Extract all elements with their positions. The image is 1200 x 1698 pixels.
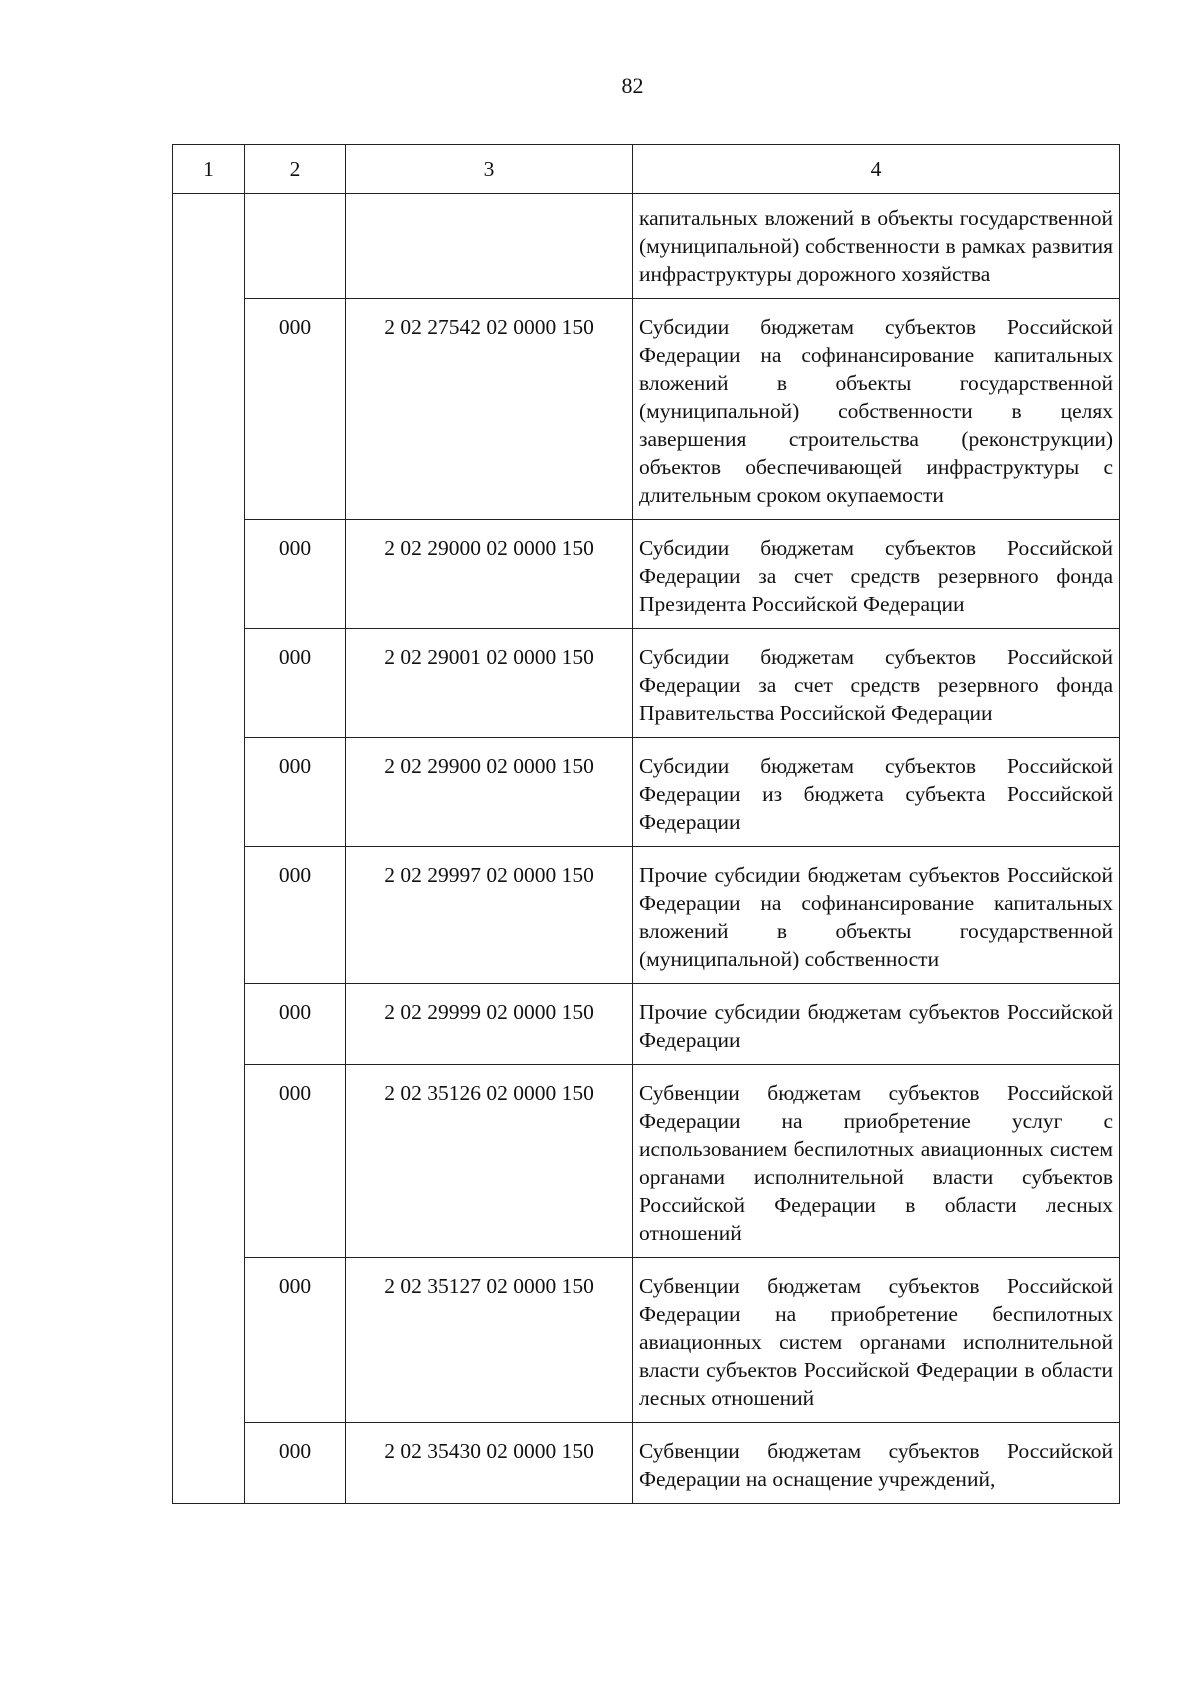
admin-code-cell: 000 bbox=[245, 847, 346, 984]
header-row bbox=[173, 145, 1120, 194]
description-cell: Прочие субсидии бюджетам субъектов Российской Федерации bbox=[633, 984, 1120, 1065]
table-row bbox=[173, 194, 1120, 299]
description-cell: Прочие субсидии бюджетам субъектов Российской Федерации на софинансирование капитальных вложений в объекты государственной (муниципальной) собственности bbox=[633, 847, 1120, 984]
admin-code-cell: 000 bbox=[245, 1423, 346, 1504]
budget-code-cell: 2 02 29001 02 0000 150 bbox=[346, 629, 633, 738]
table-row bbox=[173, 847, 1120, 984]
table-row bbox=[173, 299, 1120, 520]
description-cell: Субсидии бюджетам субъектов Российской Федерации на софинансирование капитальных вложений в объекты государственной (муниципальной) собственности в целях завершения строительства (реконструкции) объектов обеспечивающей инфраструктуры с длительным сроком окупаемости bbox=[633, 299, 1120, 520]
budget-code-cell: 2 02 35430 02 0000 150 bbox=[346, 1423, 633, 1504]
admin-code-cell: 000 bbox=[245, 520, 346, 629]
admin-code-cell: 000 bbox=[245, 1258, 346, 1423]
description-cell: Субсидии бюджетам субъектов Российской Федерации за счет средств резервного фонда Правительства Российской Федерации bbox=[633, 629, 1120, 738]
admin-code-cell: 000 bbox=[245, 984, 346, 1065]
budget-code-cell: 2 02 35126 02 0000 150 bbox=[346, 1065, 633, 1258]
budget-code-cell: 2 02 29900 02 0000 150 bbox=[346, 738, 633, 847]
budget-code-cell: 2 02 27542 02 0000 150 bbox=[346, 299, 633, 520]
description-cell: Субсидии бюджетам субъектов Российской Федерации за счет средств резервного фонда Президента Российской Федерации bbox=[633, 520, 1120, 629]
column-header-3: 3 bbox=[346, 145, 633, 194]
budget-code-cell: 2 02 29997 02 0000 150 bbox=[346, 847, 633, 984]
budget-codes-table bbox=[172, 144, 1120, 1504]
budget-code-cell bbox=[346, 194, 633, 299]
column-header-1: 1 bbox=[173, 145, 245, 194]
table-body bbox=[173, 194, 1120, 1504]
description-cell: Субвенции бюджетам субъектов Российской Федерации на оснащение учреждений, bbox=[633, 1423, 1120, 1504]
admin-code-cell: 000 bbox=[245, 738, 346, 847]
table-row bbox=[173, 629, 1120, 738]
admin-code-cell: 000 bbox=[245, 629, 346, 738]
description-cell: Субвенции бюджетам субъектов Российской Федерации на приобретение беспилотных авиационных систем органами исполнительной власти субъектов Российской Федерации в области лесных отношений bbox=[633, 1258, 1120, 1423]
group-cell bbox=[173, 194, 245, 1504]
column-header-2: 2 bbox=[245, 145, 346, 194]
admin-code-cell: 000 bbox=[245, 1065, 346, 1258]
description-cell: Субвенции бюджетам субъектов Российской Федерации на приобретение услуг с использованием беспилотных авиационных систем органами исполнительной власти субъектов Российской Федерации в области лесных отношений bbox=[633, 1065, 1120, 1258]
table-row bbox=[173, 984, 1120, 1065]
table-row bbox=[173, 738, 1120, 847]
budget-code-cell: 2 02 35127 02 0000 150 bbox=[346, 1258, 633, 1423]
budget-code-cell: 2 02 29999 02 0000 150 bbox=[346, 984, 633, 1065]
table-row bbox=[173, 1423, 1120, 1504]
description-cell: капитальных вложений в объекты государственной (муниципальной) собственности в рамках развития инфраструктуры дорожного хозяйства bbox=[633, 194, 1120, 299]
description-cell: Субсидии бюджетам субъектов Российской Федерации из бюджета субъекта Российской Федерации bbox=[633, 738, 1120, 847]
table-row bbox=[173, 520, 1120, 629]
table-header bbox=[173, 145, 1120, 194]
admin-code-cell: 000 bbox=[245, 299, 346, 520]
table-row bbox=[173, 1065, 1120, 1258]
admin-code-cell bbox=[245, 194, 346, 299]
page-number: 82 bbox=[621, 73, 644, 98]
table-row bbox=[173, 1258, 1120, 1423]
budget-code-cell: 2 02 29000 02 0000 150 bbox=[346, 520, 633, 629]
column-header-4: 4 bbox=[633, 145, 1120, 194]
